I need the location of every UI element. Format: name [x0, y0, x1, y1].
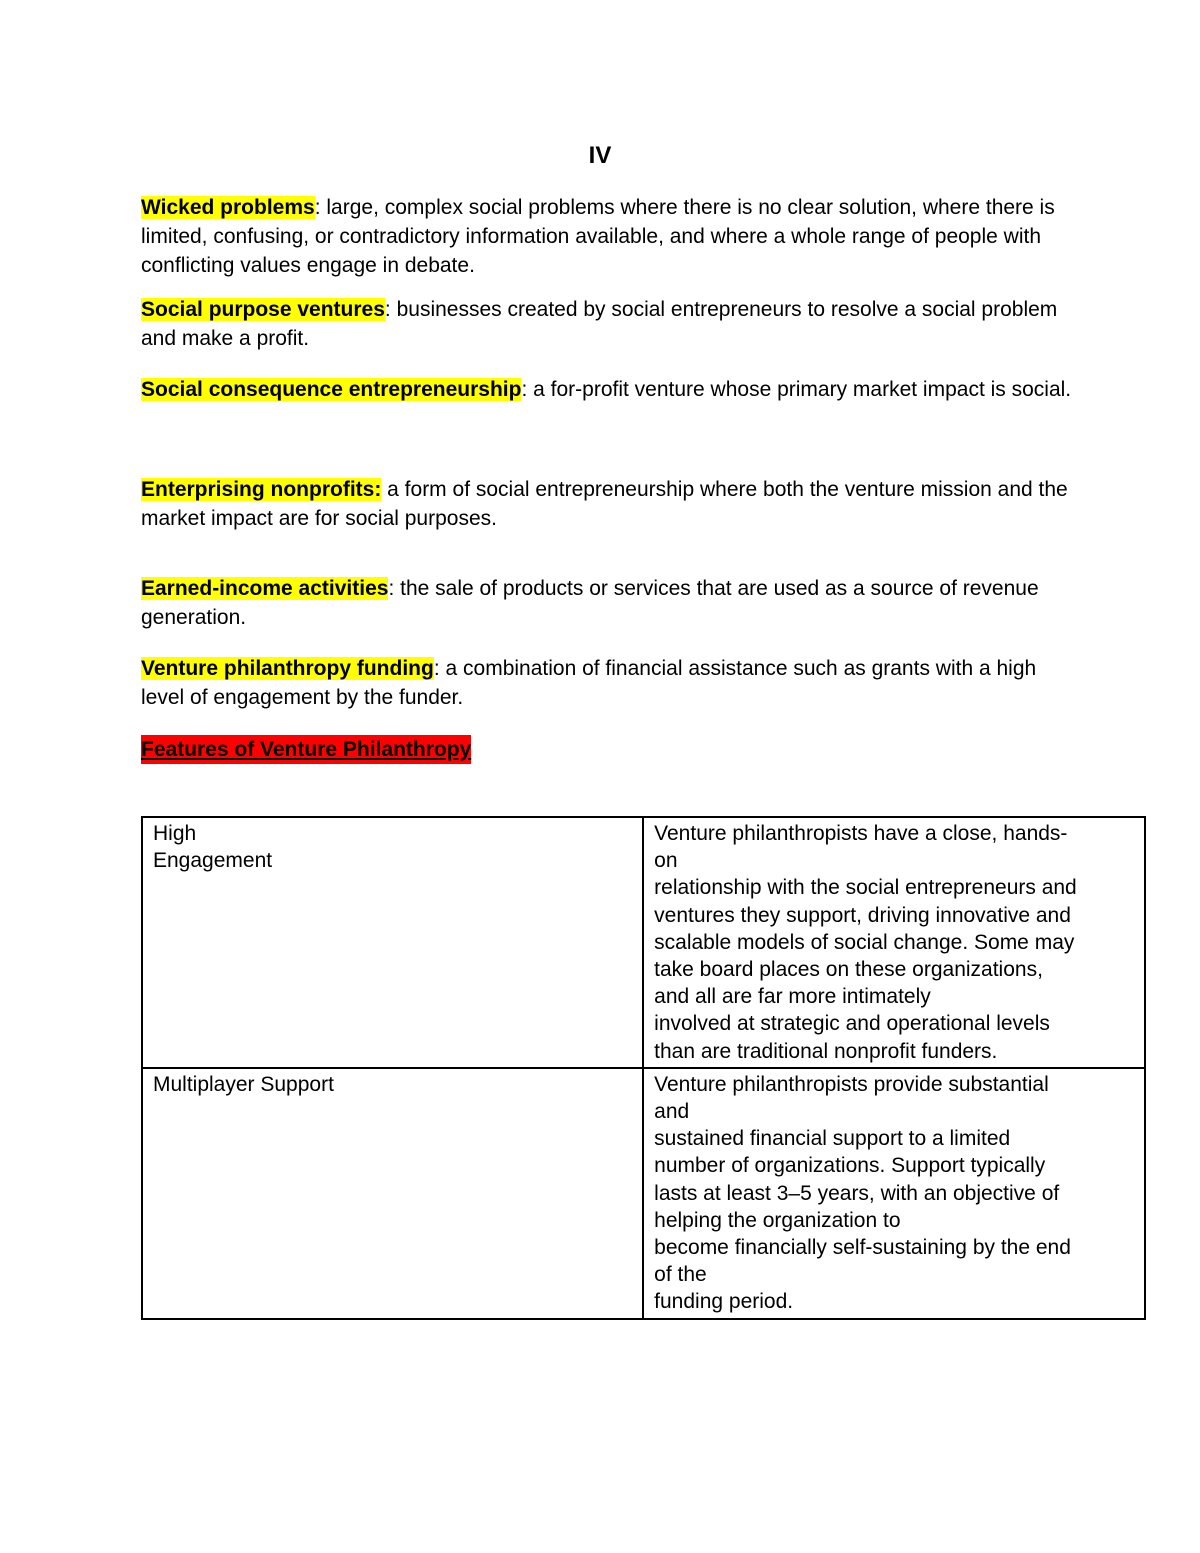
- feature-description-line: relationship with the social entrepreneurs and: [654, 876, 1077, 900]
- feature-description-line: funding period.: [654, 1290, 794, 1314]
- page-title: IV: [588, 142, 612, 169]
- definition-earned-income-activities: [141, 574, 1081, 632]
- feature-description-line: lasts at least 3–5 years, with an objective of: [654, 1181, 1060, 1205]
- feature-description-line: on: [654, 849, 678, 873]
- definition-enterprising-nonprofits: [141, 475, 1081, 533]
- feature-name-line: Multiplayer Support: [153, 1072, 334, 1096]
- feature-description-line: take board places on these organizations,: [654, 958, 1043, 982]
- definition-wicked-problems: [141, 193, 1081, 280]
- definition-text: a combination of financial assistance such as grants with a high level of engagement by the funder.: [141, 657, 1037, 709]
- feature-name-cell: [142, 817, 643, 1068]
- definition-separator: :: [521, 378, 528, 401]
- feature-name-line: High: [153, 822, 197, 845]
- feature-description-line: than are traditional nonprofit funders.: [654, 1039, 998, 1063]
- definition-term: Wicked problems: [141, 196, 315, 219]
- feature-description-line: of the: [654, 1263, 707, 1287]
- definition-social-purpose-ventures: [141, 295, 1081, 353]
- definition-venture-philanthropy-funding: [141, 654, 1081, 712]
- feature-description-cell: [643, 817, 1145, 1068]
- table-row: [142, 1068, 1145, 1319]
- feature-description-line: Venture philanthropists have a close, hands-: [654, 822, 1068, 845]
- definition-term: Earned-income activities: [141, 577, 389, 600]
- definition-text: businesses created by social entrepreneurs to resolve a social problem and make a profit.: [141, 298, 1058, 350]
- feature-name-cell: [142, 1068, 643, 1319]
- section-heading: Features of Venture Philanthropy: [141, 735, 471, 764]
- features-table: [141, 816, 1146, 1320]
- feature-description-line: and: [654, 1100, 690, 1124]
- feature-description-line: Venture philanthropists provide substantial: [654, 1072, 1049, 1096]
- feature-description-line: ventures they support, driving innovative and: [654, 903, 1071, 927]
- table-row: [142, 817, 1145, 1068]
- feature-name-line: Engagement: [153, 849, 273, 873]
- definition-term: Social purpose ventures: [141, 298, 385, 321]
- definition-text: large, complex social problems where there is no clear solution, where there is limited, confusing, or contradictory information available, and where a whole range of people with conflicting values engage in debate.: [141, 196, 1055, 277]
- feature-description-line: helping the organization to: [654, 1208, 901, 1232]
- definition-separator: :: [384, 298, 391, 321]
- feature-description-line: become financially self-sustaining by the end: [654, 1236, 1071, 1260]
- definition-social-consequence-entrepreneurship: [141, 375, 1081, 404]
- feature-description-line: and all are far more intimately: [654, 985, 931, 1009]
- definition-term: Venture philanthropy funding: [141, 657, 434, 680]
- definition-text: a for-profit venture whose primary market impact is social.: [527, 378, 1072, 401]
- definition-separator: :: [388, 577, 395, 600]
- definition-text: a form of social entrepreneurship where both the venture mission and the market impact are for social purposes.: [141, 478, 1068, 530]
- definition-term: Enterprising nonprofits:: [141, 478, 382, 501]
- feature-description-line: involved at strategic and operational levels: [654, 1012, 1050, 1036]
- definition-separator: :: [433, 657, 440, 680]
- feature-description-cell: [643, 1068, 1145, 1319]
- definition-text: the sale of products or services that are used as a source of revenue generation.: [141, 577, 1039, 629]
- feature-description-line: sustained financial support to a limited: [654, 1127, 1011, 1151]
- feature-description-line: number of organizations. Support typically: [654, 1154, 1046, 1178]
- definition-separator: :: [314, 196, 321, 219]
- definition-term: Social consequence entrepreneurship: [141, 378, 522, 401]
- feature-description-line: scalable models of social change. Some may: [654, 930, 1075, 954]
